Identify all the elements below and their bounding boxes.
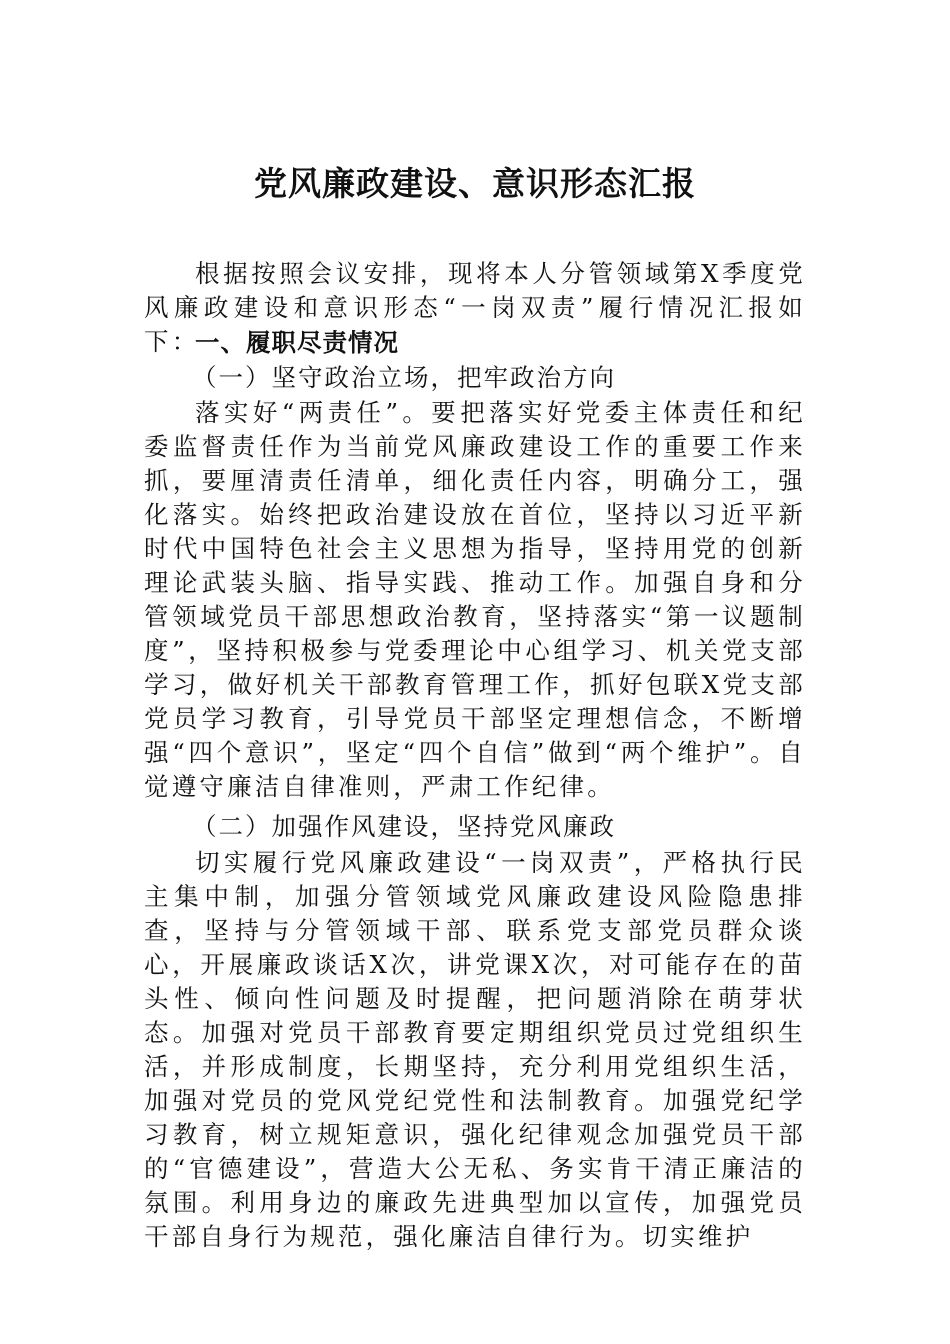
section-heading-1: 一、履职尽责情况 [195, 328, 399, 357]
subsection-heading-2: （二）加强作风建设，坚持党风廉政 [192, 812, 616, 841]
subsection-heading-1: （一）坚守政治立场，把牢政治方向 [192, 363, 616, 392]
document-title: 党风廉政建设、意识形态汇报 [254, 164, 696, 203]
intro-paragraph: 根据按照会议安排，现将本人分管领域第X季度党风廉政建设和意识形态“一岗双责”履行情况汇报如下： [144, 259, 806, 356]
subsection-1-paragraph: 落实好“两责任”。要把落实好党委主体责任和纪委监督责任作为当前党风廉政建设工作的重要工作来抓，要厘清责任清单，细化责任内容，明确分工，强化落实。始终把政治建设放在首位，坚持以习近平新时代中国特色社会主义思想为指导，坚持用党的创新理论武装头脑、指导实践、推动工作。加强自身和分管领域党员干部思想政治教育，坚持落实“第一议题制度”，坚持积极参与党委理论中心组学习、机关党支部学习，做好机关干部教育管理工作，抓好包联X党支部党员学习教育，引导党员干部坚定理想信念，不断增强“四个意识”，坚定“四个自信”做到“两个维护”。自觉遵守廉洁自律准则，严肃工作纪律。 [144, 398, 806, 801]
subsection-2-paragraph: 切实履行党风廉政建设“一岗双责”，严格执行民主集中制，加强分管领域党风廉政建设风险隐患排查，坚持与分管领域干部、联系党支部党员群众谈心，开展廉政谈话X次，讲党课X次，对可能存在的苗头性、倾向性问题及时提醒，把问题消除在萌芽状态。加强对党员干部教育要定期组织党员过党组织生活，并形成制度，长期坚持，充分利用党组织生活，加强对党员的党风党纪党性和法制教育。加强党纪学习教育，树立规矩意识，强化纪律观念加强党员干部的“官德建设”，营造大公无私、务实肯干清正廉洁的氛围。利用身边的廉政先进典型加以宣传，加强党员干部自身行为规范，强化廉洁自律行为。切实维护 [144, 848, 806, 1251]
